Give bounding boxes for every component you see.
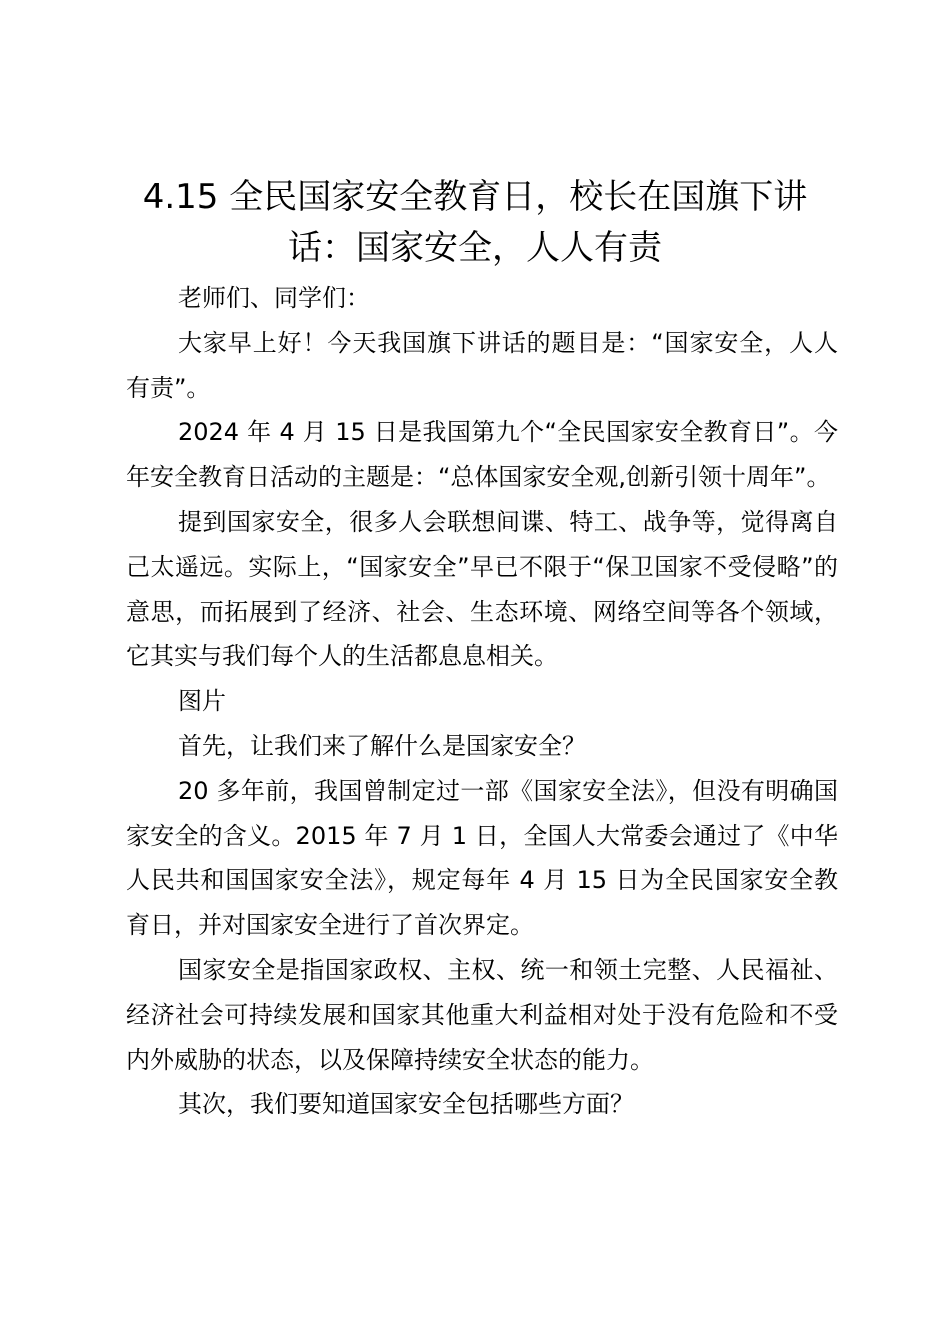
paragraph-greeting: 老师们、同学们： [178, 284, 370, 312]
paragraph-question-aspects: 其次，我们要知道国家安全包括哪些方面？ [178, 1090, 634, 1119]
paragraph-definition: 国家安全是指国家政权、主权、统一和领土完整、人民福祉、经济社会可持续发展和国家其他重大利益相对处于没有危险和不受内外威胁的状态，以及保障持续安全状态的能力。 [126, 955, 838, 1074]
paragraph-image-placeholder: 图片 [178, 687, 226, 716]
document-title: 4.15 全民国家安全教育日，校长在国旗下讲话：国家安全，人人有责 [142, 177, 808, 268]
paragraph-date: 2024 年 4 月 15 日是我国第九个“全民国家安全教育日”。今年安全教育日活动的主题是：“总体国家安全观,创新引领十周年”。 [126, 418, 838, 492]
paragraph-law-history: 20 多年前，我国曾制定过一部《国家安全法》，但没有明确国家安全的含义。2015 年 7 月 1 日，全国人大常委会通过了《中华人民共和国国家安全法》，规定每年 4 月 15 日为全民国家安全教育日，并对国家安全进行了首次界定。 [126, 776, 838, 940]
paragraph-question-what: 首先，让我们来了解什么是国家安全？ [178, 731, 586, 760]
paragraph-topic: 大家早上好！今天我国旗下讲话的题目是：“国家安全，人人有责”。 [126, 328, 838, 402]
paragraph-scope: 提到国家安全，很多人会联想间谍、特工、战争等，觉得离自己太遥远。实际上，“国家安全”早已不限于“保卫国家不受侵略”的意思，而拓展到了经济、社会、生态环境、网络空间等各个领域，它其实与我们每个人的生活都息息相关。 [126, 507, 838, 671]
document-body [126, 276, 838, 1127]
